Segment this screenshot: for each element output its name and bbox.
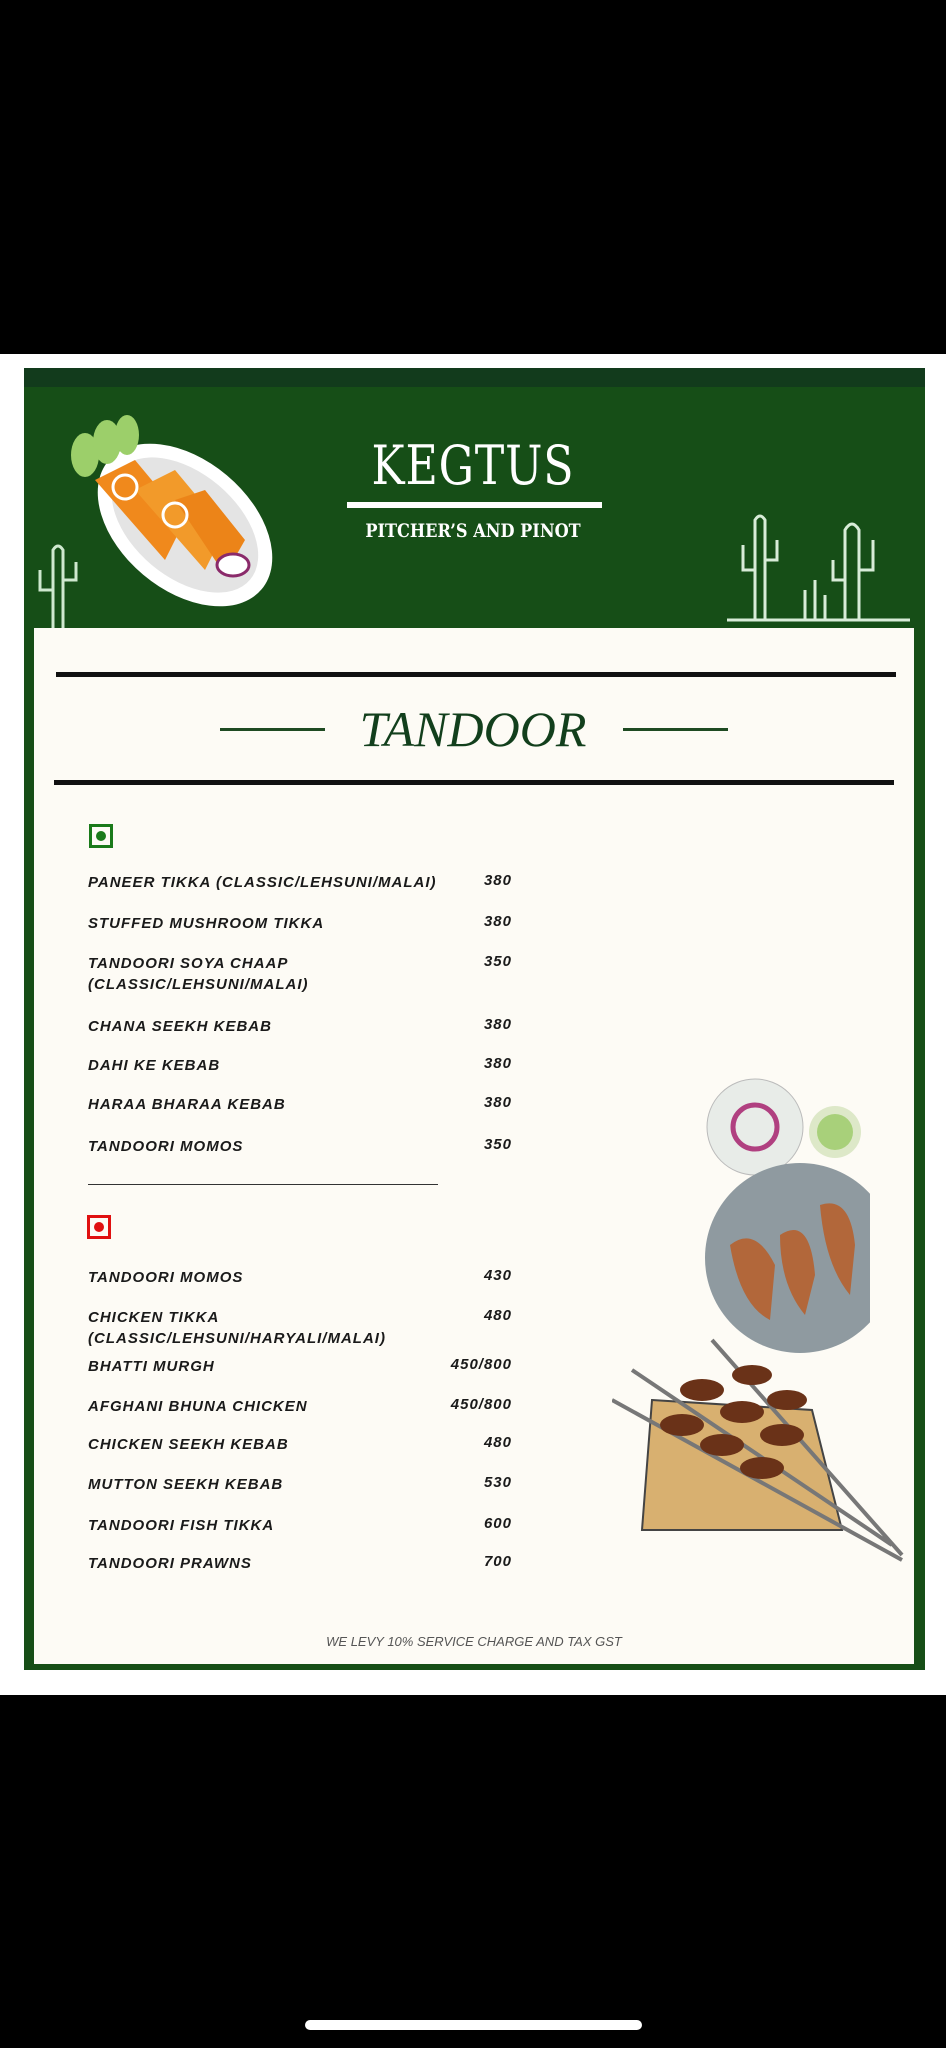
section-divider [88,1184,438,1185]
menu-item-name [88,1094,286,1115]
menu-item-name [88,1136,243,1157]
menu-item-price: 600 [483,1515,512,1532]
home-indicator[interactable] [305,2020,642,2030]
menu-item-name [88,953,309,995]
item-name-line: PANEER TIKKA (CLASSIC/LEHSUNI/MALAI) [88,874,437,891]
item-name-line: DAHI KE KEBAB [88,1057,221,1074]
menu-item-name [88,1356,215,1377]
item-name-line: TANDOORI MOMOS [88,1138,244,1155]
top-rule [56,672,896,677]
menu-item-price: 350 [483,1136,512,1153]
menu-item-price: 700 [483,1553,512,1570]
item-name-line: AFGHANI BHUNA CHICKEN [88,1398,308,1415]
item-name-line: TANDOORI PRAWNS [88,1555,252,1572]
food-bowls-illustration [700,1075,870,1355]
item-name-line: HARAA BHARAA KEBAB [88,1096,286,1113]
menu-item-name [88,1515,274,1536]
item-name-line: MUTTON SEEKH KEBAB [88,1476,284,1493]
item-name-line: CHICKEN SEEKH KEBAB [88,1436,289,1453]
menu-item-price: 450/800 [450,1396,512,1413]
item-name-line: TANDOORI SOYA CHAAP [88,955,289,972]
veg-mark-icon [89,824,113,848]
menu-item-name [88,1396,308,1417]
menu-item-price: 380 [483,872,512,889]
service-charge-note: WE LEVY 10% SERVICE CHARGE AND TAX GST [326,1634,622,1649]
bottom-rule [54,780,894,785]
seekh-kebab-illustration [612,1330,912,1570]
menu-item-price: 380 [483,1016,512,1033]
menu-item-name [88,1267,243,1288]
menu-item-price: 430 [483,1267,512,1284]
menu-item-name [88,1055,220,1076]
item-name-line: CHANA SEEKH KEBAB [88,1018,272,1035]
section-title: TANDOOR [359,701,587,757]
item-name-line: BHATTI MURGH [88,1358,215,1375]
item-name-line: TANDOORI MOMOS [88,1269,244,1286]
menu-item-name [88,1553,252,1574]
menu-item-price: 380 [483,1055,512,1072]
non-veg-mark-icon [87,1215,111,1239]
menu-item-name [88,1474,283,1495]
item-name-line: (CLASSIC/LEHSUNI/MALAI) [88,976,309,993]
menu-item-name [88,1307,386,1349]
menu-item-price: 350 [483,953,512,970]
item-name-line: (CLASSIC/LEHSUNI/HARYALI/MALAI) [88,1330,386,1347]
menu-item-name [88,1016,272,1037]
menu-item-price: 380 [483,1094,512,1111]
menu-item-price: 480 [483,1307,512,1324]
brand-title: KEGTUS [371,434,575,497]
item-name-line: CHICKEN TIKKA [88,1309,220,1326]
menu-item-price: 530 [483,1474,512,1491]
menu-item-name [88,1434,289,1455]
menu-item-name [88,872,437,893]
menu-item-price: 450/800 [450,1356,512,1373]
menu-item-price: 380 [483,913,512,930]
brand-tagline: PITCHER’S AND PINOT [365,520,581,542]
item-name-line: STUFFED MUSHROOM TIKKA [88,915,325,932]
menu-item-price: 480 [483,1434,512,1451]
brand-underline [347,502,602,508]
cactus-left-illustration [28,540,88,630]
item-name-line: TANDOORI FISH TIKKA [88,1517,275,1534]
menu-item-name [88,913,324,934]
